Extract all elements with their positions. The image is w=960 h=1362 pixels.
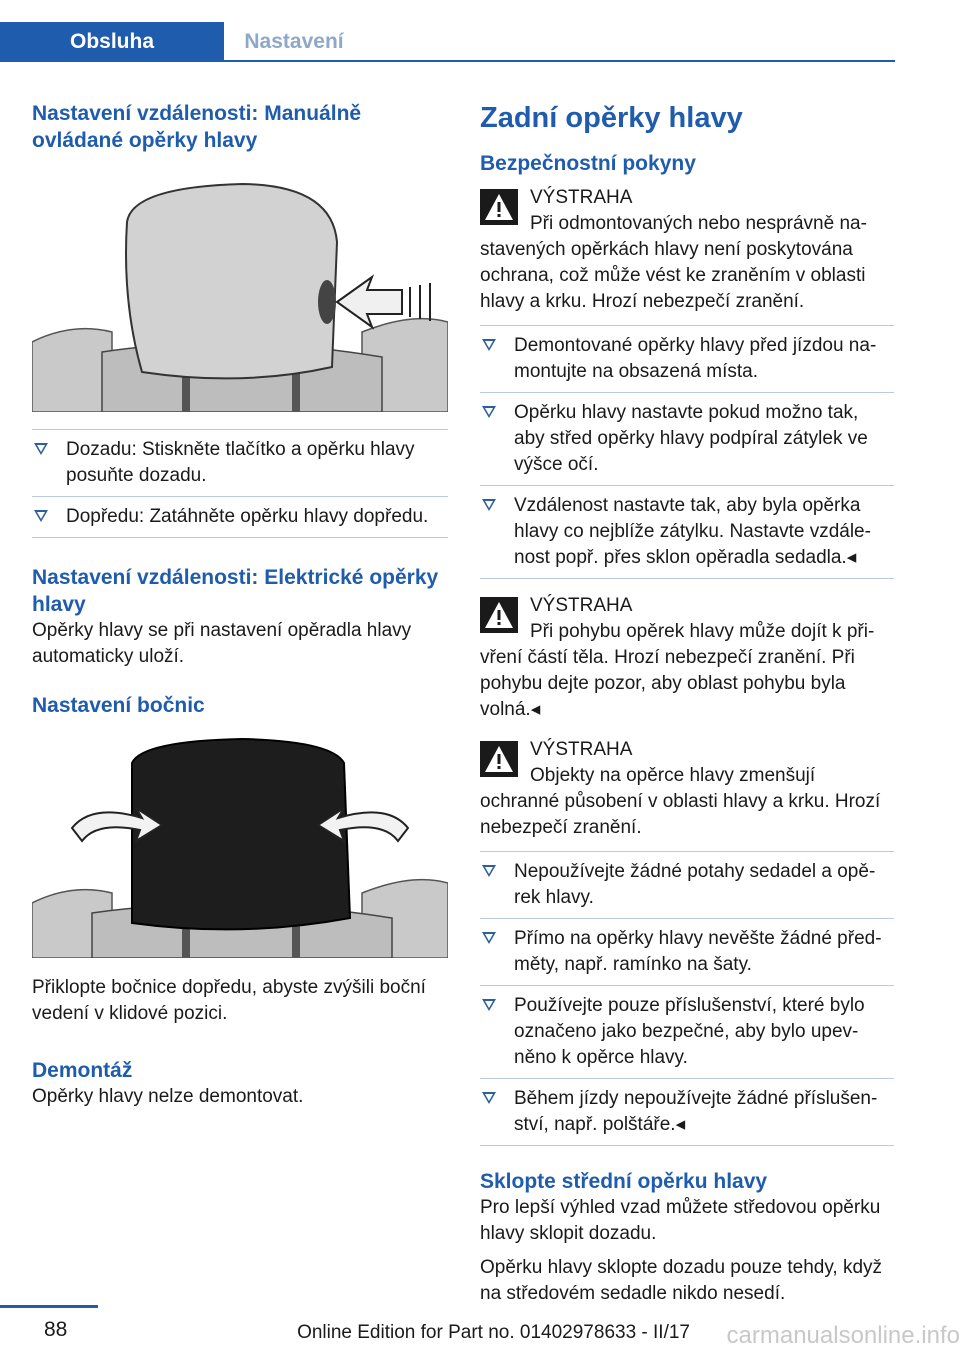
list-item: Opěrku hlavy nastavte pokud možno tak, aby střed opěrky hlavy podpíral zátylek ve výšce očí. [480, 392, 894, 485]
tab-obsluha[interactable]: Obsluha [0, 22, 224, 62]
triangle-bullet-icon [34, 443, 48, 455]
warning-block-2 [480, 593, 894, 619]
triangle-bullet-icon [482, 1092, 496, 1104]
warning-label: VÝSTRAHA [530, 595, 633, 616]
list-item: Nepoužívejte žádné potahy sedadel a opěrek hlavy. [480, 851, 894, 918]
warning-icon [480, 597, 518, 633]
headrest-sides-image [32, 733, 448, 958]
heading-manual: Nastavení vzdálenosti: Manuálně ovládané opěrky hlavy [32, 102, 362, 152]
warning-text-1: Při odmontovaných nebo nesprávně nastavených opěrkách hlavy není poskytována ochrana, což může vést ke zraněním v oblasti hlavy a krku. Hrozí nebezpečí zranění. [480, 213, 867, 312]
electric-text: Opěrky hlavy se při nastavení opěradla hlavy automaticky uloží. [32, 620, 412, 667]
sides-text: Přiklopte bočnice dopředu, abyste zvýšili boční vedení v klidové pozici. [32, 977, 426, 1024]
list-item: Demontované opěrky hlavy před jízdou namontujte na obsazená místa. [480, 325, 894, 392]
headrest-manual-image [32, 182, 448, 412]
manual-list [32, 429, 448, 538]
list-item: Během jízdy nepoužívejte žádné příslušenství, např. polštáře.◂ [480, 1078, 894, 1146]
triangle-bullet-icon [482, 932, 496, 944]
heading-safety: Bezpečnostní pokyny [480, 152, 696, 175]
triangle-bullet-icon [482, 865, 496, 877]
list-item: Používejte pouze příslušenství, které bylo označeno jako bezpečné, aby bylo upevněno k opěrce hlavy. [480, 985, 894, 1078]
page-title: Zadní opěrky hlavy [480, 102, 743, 134]
list-item: Vzdálenost nastavte tak, aby byla opěrka hlavy co nejblíže zátylku. Nastavte vzdálenost popř. přes sklon opěradla sedadla.◂ [480, 485, 894, 579]
edition-text: Online Edition for Part no. 01402978633 - II/17 [297, 1322, 690, 1343]
page-number: 88 [44, 1318, 68, 1341]
warning-text-2: Při pohybu opěrek hlavy může dojít k přivření částí těla. Hrozí nebezpečí zranění. Při pohybu dejte pozor, aby oblast pohybu byla volná.◂ [480, 621, 875, 720]
warning-icon [480, 189, 518, 225]
header-tabs [0, 22, 895, 62]
triangle-bullet-icon [482, 499, 496, 511]
watermark: carmanualsonline.info [726, 1322, 960, 1349]
fold-text-2: Opěrku hlavy sklopte dozadu pouze tehdy, když na středovém sedadle nikdo nesedí. [480, 1257, 883, 1304]
safety-list-2 [480, 851, 894, 1146]
heading-electric: Nastavení vzdálenosti: Elektrické opěrky hlavy [32, 566, 439, 616]
warning-block-1 [480, 185, 894, 211]
warning-label: VÝSTRAHA [530, 739, 633, 760]
triangle-bullet-icon [34, 510, 48, 522]
left-column [32, 100, 448, 1110]
tab-nastaveni[interactable]: Nastavení [244, 30, 344, 53]
warning-block-3 [480, 737, 894, 763]
warning-text-3: Objekty na opěrce hlavy zmenšují ochranné působení v oblasti hlavy a krku. Hrozí nebezpečí zranění. [480, 765, 881, 838]
safety-list-1 [480, 325, 894, 579]
remove-text: Opěrky hlavy nelze demontovat. [32, 1086, 304, 1107]
list-item: Přímo na opěrky hlavy nevěšte žádné předměty, např. ramínko na šaty. [480, 918, 894, 985]
heading-remove: Demontáž [32, 1059, 133, 1082]
warning-label: VÝSTRAHA [530, 187, 633, 208]
fold-text-1: Pro lepší výhled vzad můžete středovou opěrku hlavy sklopit dozadu. [480, 1197, 881, 1244]
header-divider [0, 60, 895, 62]
heading-sides: Nastavení bočnic [32, 694, 205, 717]
triangle-bullet-icon [482, 999, 496, 1011]
heading-fold: Sklopte střední opěrku hlavy [480, 1170, 768, 1193]
footer-divider [0, 1305, 98, 1308]
triangle-bullet-icon [482, 339, 496, 351]
triangle-bullet-icon [482, 406, 496, 418]
warning-icon [480, 741, 518, 777]
right-column [480, 100, 894, 1307]
list-item: Dopředu: Zatáhněte opěrku hlavy dopředu. [32, 496, 448, 538]
list-item: Dozadu: Stiskněte tlačítko a opěrku hlavy posuňte dozadu. [32, 429, 448, 496]
